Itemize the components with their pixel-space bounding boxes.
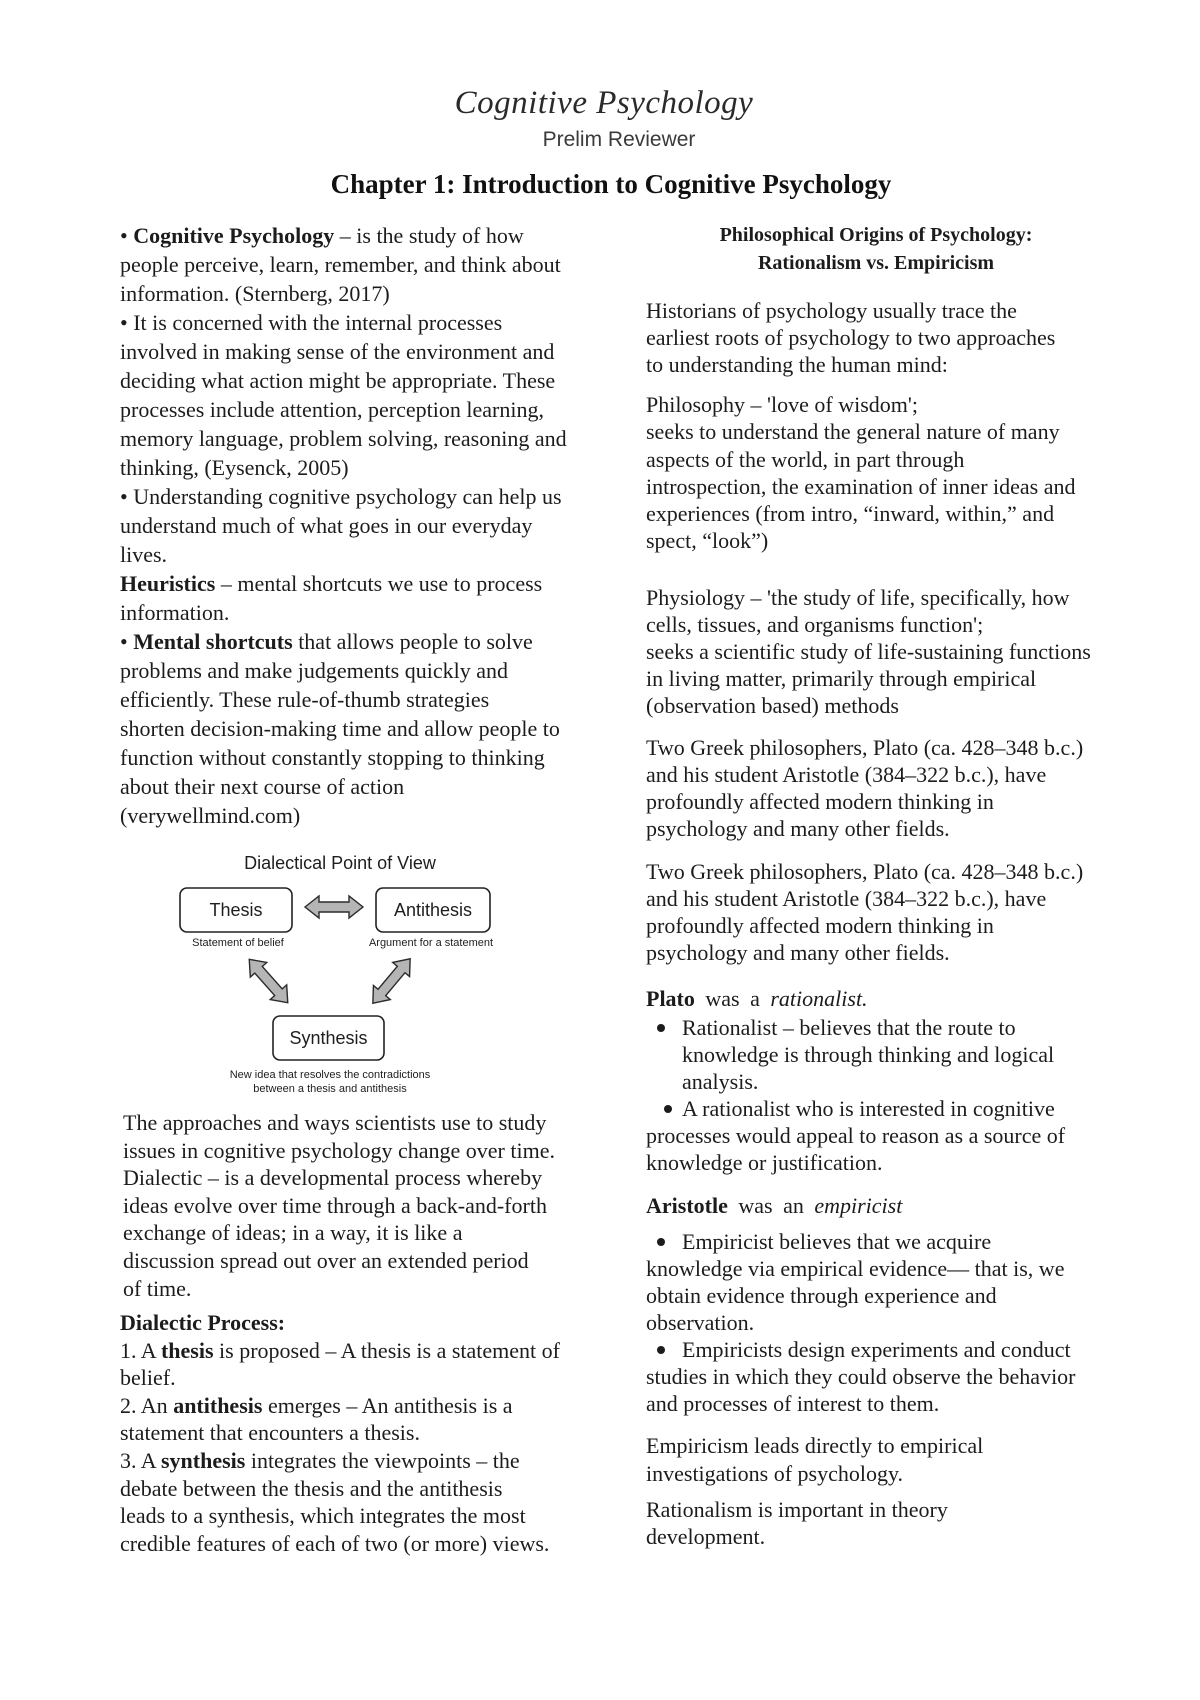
thesis-label: Thesis (209, 900, 263, 920)
dialectic-intro-block (123, 1109, 603, 1302)
greek-philosophers-block-2 (646, 858, 1126, 966)
step-term: thesis (160, 1337, 214, 1363)
empiricism-note: Empiricism leads directly to empirical investigations of psychology. (646, 1433, 984, 1486)
origins-heading-line-2: Rationalism vs. Empiricism (757, 252, 995, 274)
internal-processes-paragraph: • It is concerned with the internal processes involved in making sense of the environment and deciding what action might be appropriate. These processes include attention, perception learning, memory language, problem solving, reasoning and thinking, (Eysenck, 2005) (120, 310, 567, 480)
physiology-paragraph: Physiology – 'the study of life, specifically, how cells, tissues, and organisms function'; seeks a scientific study of life-sustaining functions in living matter, primarily through empirical (observation based) methods (646, 585, 1091, 718)
bullet-dot (657, 1346, 665, 1354)
physiology-block (646, 584, 1126, 719)
plato-term: rationalist. (770, 986, 868, 1011)
step-prefix: 2. An (120, 1392, 174, 1418)
mental-shortcuts-text: that allows people to solve problems and make judgements quickly and efficiently. These rule-of-thumb strategies shorten decision-making time and allow people to function without constantly stopping to thinking about their next course of action (verywellmind.com) (120, 629, 560, 828)
dialectic-step-synthesis (120, 1447, 600, 1557)
dialectic-process-block (120, 1309, 600, 1557)
step-prefix: 1. A (120, 1337, 161, 1363)
thesis-caption: Statement of belief (192, 937, 284, 949)
philosophy-block (646, 391, 1126, 555)
definition-paragraph (120, 221, 600, 308)
synthesis-caption-line-2: between a thesis and antithesis (253, 1083, 407, 1095)
dialectic-intro-paragraph: The approaches and ways scientists use to study issues in cognitive psychology change over time. Dialectic – is a developmental process whereby ideas evolve over time through a back-and-forth exchange of ideas; in a way, it is like a discussion spread out over an extended period of time. (123, 1110, 555, 1301)
term-mental-shortcuts: Mental shortcuts (133, 629, 293, 654)
term-heuristics: Heuristics (120, 571, 216, 596)
historians-paragraph: Historians of psychology usually trace the earliest roots of psychology to two approaches to understanding the human mind: (646, 298, 1056, 377)
step-term: antithesis (173, 1392, 263, 1418)
greek-philosophers-paragraph: Two Greek philosophers, Plato (ca. 428–348 b.c.) and his student Aristotle (384–322 b.c.), have profoundly affected modern thinking in psychology and many other fields. (646, 859, 1084, 965)
aristotle-line (646, 1192, 1126, 1219)
aristotle-connector: was an (727, 1193, 815, 1218)
dialectic-step-thesis (120, 1337, 600, 1392)
mental-shortcuts-paragraph (120, 627, 600, 830)
bullet-dot (657, 1024, 665, 1032)
rationalist-point-text: Rationalist – believes that the route to knowledge is through thinking and logical analysis. (682, 1015, 1055, 1094)
aristotle-name: Aristotle (646, 1193, 728, 1218)
step-text: is proposed – A thesis is a statement of belief. (120, 1337, 560, 1391)
philosophy-paragraph: Philosophy – 'love of wisdom'; seeks to understand the general nature of many aspects of the world, in part through introspection, the examination of inner ideas and experiences (from intro, “inward, within,” and spect, “look”) (646, 392, 1076, 554)
step-term: synthesis (160, 1447, 246, 1473)
greek-philosophers-paragraph: Two Greek philosophers, Plato (ca. 428–348 b.c.) and his student Aristotle (384–322 b.c.), have profoundly affected modern thinking in psychology and many other fields. (646, 735, 1084, 841)
empiricist-point-1 (646, 1228, 1126, 1336)
dialectical-diagram (160, 845, 520, 1100)
rationalist-point-text: A rationalist who is interested in cognitive processes would appeal to reason as a source of knowledge or justification. (646, 1096, 1066, 1175)
empiricist-point-2 (646, 1336, 1126, 1417)
diagram-title: Dialectical Point of View (244, 853, 436, 873)
bullet-dot (664, 1105, 672, 1113)
empiricist-point-text: Empiricist believes that we acquire knowledge via empirical evidence— that is, we obtain evidence through experience and observation. (646, 1229, 1065, 1335)
plato-heading (646, 985, 1126, 1012)
document-title: Cognitive Psychology (454, 85, 754, 121)
synthesis-label: Synthesis (289, 1028, 368, 1048)
bullet: • (120, 223, 134, 248)
empiricism-note-block (646, 1432, 1126, 1488)
step-text: emerges – An antithesis is a statement that encounters a thesis. (120, 1392, 513, 1446)
chapter-heading: Chapter 1: Introduction to Cognitive Psychology (330, 169, 892, 199)
rationalist-point-1 (646, 1014, 1126, 1095)
rationalist-point-2 (646, 1095, 1126, 1176)
historians-block (646, 297, 1126, 378)
synthesis-caption-line-1: New idea that resolves the contradictions (229, 1069, 431, 1081)
bullet: • (120, 629, 134, 654)
heuristics-paragraph (120, 569, 600, 627)
plato-connector: was a (694, 986, 771, 1011)
rationalism-note: Rationalism is important in theory development. (646, 1497, 948, 1549)
step-prefix: 3. A (120, 1447, 161, 1473)
rationalism-note-block (646, 1496, 1126, 1550)
empiricist-point-text: Empiricists design experiments and conduct studies in which they could observe the behavior and processes of interest to them. (646, 1337, 1076, 1416)
thesis-antithesis-double-arrow (305, 896, 363, 918)
heuristics-text: – mental shortcuts we use to process information. (120, 571, 543, 625)
origins-heading (646, 221, 1106, 277)
antithesis-synthesis-double-arrow (364, 952, 418, 1011)
aristotle-term: empiricist (814, 1193, 903, 1218)
antithesis-label: Antithesis (393, 900, 473, 920)
greek-philosophers-block-1 (646, 734, 1126, 842)
antithesis-caption: Argument for a statement (368, 937, 494, 949)
left-column-intro (120, 221, 600, 830)
document-subtitle: Prelim Reviewer (542, 128, 696, 151)
dialectic-process-heading: Dialectic Process: (120, 1310, 286, 1335)
bullet-dot (657, 1238, 665, 1246)
thesis-synthesis-double-arrow (241, 952, 296, 1010)
step-text: integrates the viewpoints – the debate between the thesis and the antithesis leads to a synthesis, which integrates the most credible features of each of two (or more) views. (120, 1447, 550, 1556)
definition-text: – is the study of how people perceive, learn, remember, and think about information. (Sternberg, 2017) (120, 223, 561, 306)
aristotle-heading (646, 1192, 1126, 1219)
understanding-paragraph: • Understanding cognitive psychology can help us understand much of what goes in our everyday lives. (120, 484, 562, 567)
plato-name: Plato (646, 986, 695, 1011)
plato-line (646, 985, 1126, 1012)
term-cognitive-psychology: Cognitive Psychology (133, 223, 335, 248)
dialectic-step-antithesis (120, 1392, 600, 1447)
origins-heading-line-1: Philosophical Origins of Psychology: (719, 224, 1033, 246)
